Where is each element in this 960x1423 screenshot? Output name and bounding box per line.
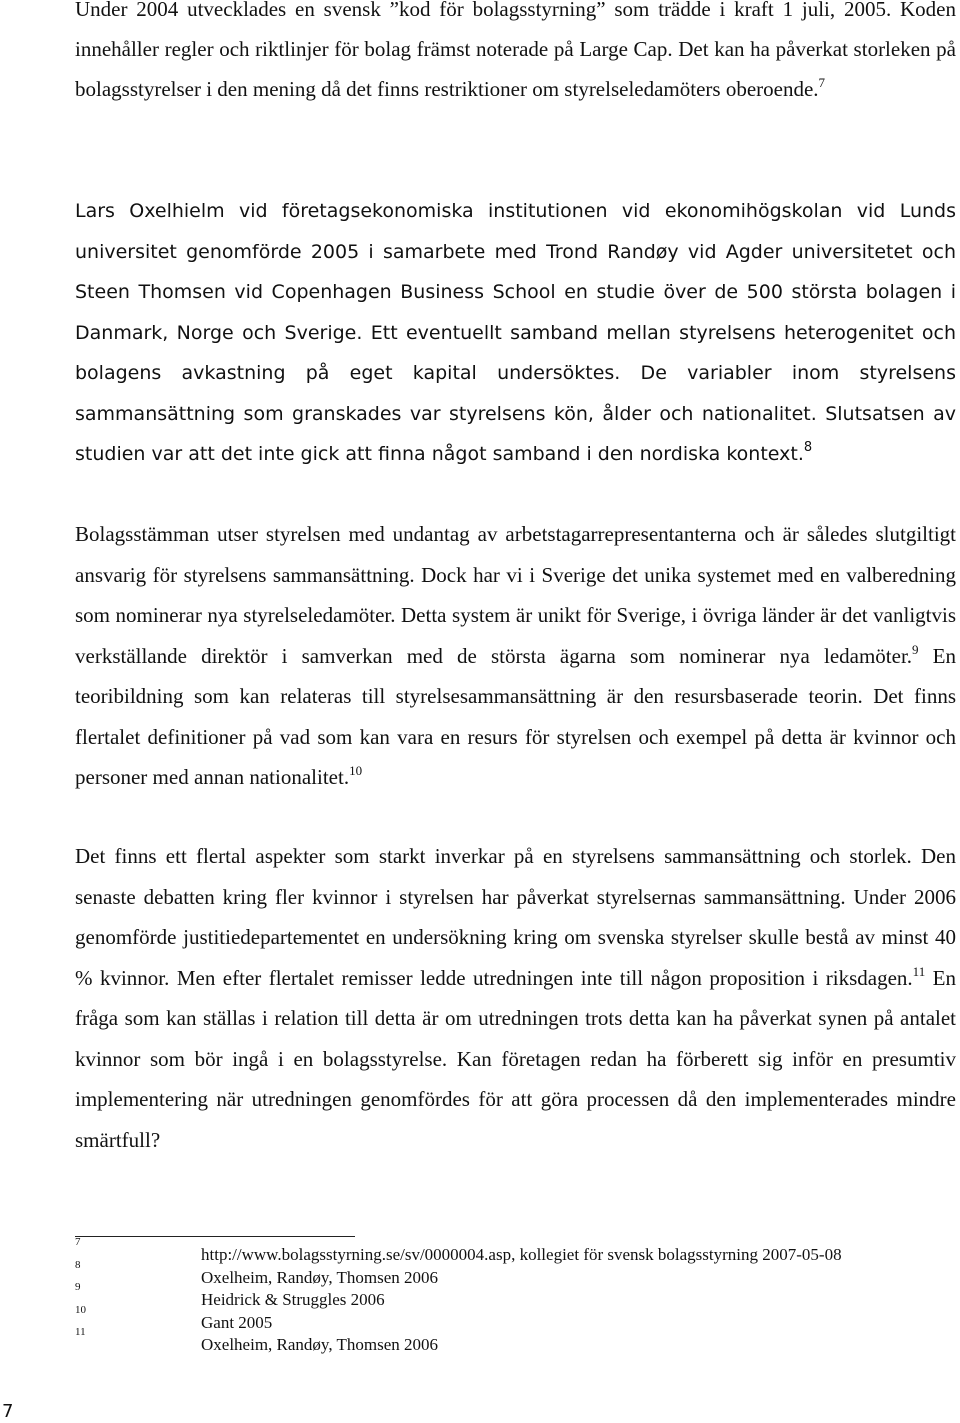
footnote-number: 7 [75, 1236, 81, 1248]
footnote-number: 10 [75, 1303, 86, 1316]
paragraph-board-nomination [75, 514, 956, 798]
footnote-list [0, 1236, 960, 1357]
footnote-number: 8 [75, 1258, 81, 1271]
footnote-item [0, 1303, 960, 1335]
footnote-item [0, 1236, 960, 1267]
footnote-text: Oxelheim, Randøy, Thomsen 2006 [201, 1335, 439, 1354]
footnote-text: Heidrick & Struggles 2006 [201, 1290, 385, 1309]
footnote-number: 11 [75, 1326, 86, 1338]
paragraph-oxelhielm-study [75, 191, 956, 475]
footnote-reference[interactable]: 11 [912, 963, 926, 979]
paragraph-text: Lars Oxelhielm vid företagsekonomiska institutionen vid ekonomihögskolan vid Lunds universitet genomförde 2005 i samarbete med Trond Randøy vid Agder universitetet och Steen Thomsen vid Copenhagen Business School en studie över de 500 största bolagen i Danmark, Norge och Sverige. Ett eventuellt samband mellan styrelsens heterogenitet och bolagens avkastning på eget kapital undersöktes. De variabler inom styrelsens sammansättning som granskades var styrelsens kön, ålder och nationalitet. Slutsatsen av studien var att det inte gick att finna något samband i den nordiska kontext. [75, 200, 956, 465]
footnote-separator [75, 1236, 355, 1237]
paragraph-text: Bolagsstämman utser styrelsen med undantag av arbetstagarrepresentanterna och är således slutgiltigt ansvarig för styrelsens sammansättning. Dock har vi i Sverige det unika systemet med en valberedning som nominerar nya styrelseledamöter. Detta system är unikt för Sverige, i övriga länder är det vanligtvis verkställande direktör i samverkan med de största ägarna som nominerar nya ledamöter. [75, 522, 956, 668]
paragraph-gender-debate [75, 836, 956, 1160]
footnote-text: Gant 2005 [201, 1312, 273, 1332]
paragraph-text: En teoribildning som kan relateras till styrelsesammansättning är den resursbaserade teorin. Det finns flertalet definitioner på vad som kan vara en resurs för styrelsen och exempel på detta är kvinnor och personer med annan nationalitet. [75, 643, 956, 789]
paragraph-text: Det finns ett flertal aspekter som starkt inverkar på en styrelsens sammansättning och storlek. Den senaste debatten kring fler kvinnor i styrelsen har påverkat styrelsernas sammansättning. Under 2006 genomförde justitiedepartementet en undersökning kring om svenska styrelser skulle bestå av minst 40 % kvinnor. Men efter flertalet remisser ledde utredningen inte till någon proposition i riksdagen. [75, 844, 956, 990]
footnote-reference[interactable]: 8 [803, 440, 813, 455]
footnote-text: http://www.bolagsstyrning.se/sv/0000004.asp, kollegiet för svensk bolagsstyrning 2007-05-08 [201, 1245, 842, 1264]
footnote-item [0, 1326, 960, 1357]
footnote-reference[interactable]: 9 [912, 641, 919, 657]
paragraph-text: Under 2004 utvecklades en svensk ”kod för bolagsstyrning” som trädde i kraft 1 juli, 2005. Koden innehåller regler och riktlinjer för bolag främst noterade på Large Cap. Det kan ha påverkat storleken på bolagsstyrelser i den mening då det finns restriktioner om styrelseledamöters oberoende. [75, 0, 956, 101]
paragraph-code-of-governance [75, 0, 956, 109]
footnote-item [0, 1258, 960, 1290]
footnote-reference[interactable]: 10 [349, 763, 363, 778]
paragraph-text: En fråga som kan ställas i relation till detta är om utredningen trots detta kan ha påverkat synen på antalet kvinnor som bör ingå i en bolagsstyrelse. Kan företagen redan ha förberett sig inför en presumtiv implementering när utredningen genomfördes för att göra processen då den implementerades mindre smärtfull? [75, 965, 956, 1152]
footnote-reference[interactable]: 7 [818, 75, 826, 90]
footnote-text: Oxelheim, Randøy, Thomsen 2006 [201, 1267, 439, 1287]
page-number: 7 [2, 1401, 14, 1422]
footnote-item [0, 1281, 960, 1312]
footnote-number: 9 [75, 1281, 81, 1293]
